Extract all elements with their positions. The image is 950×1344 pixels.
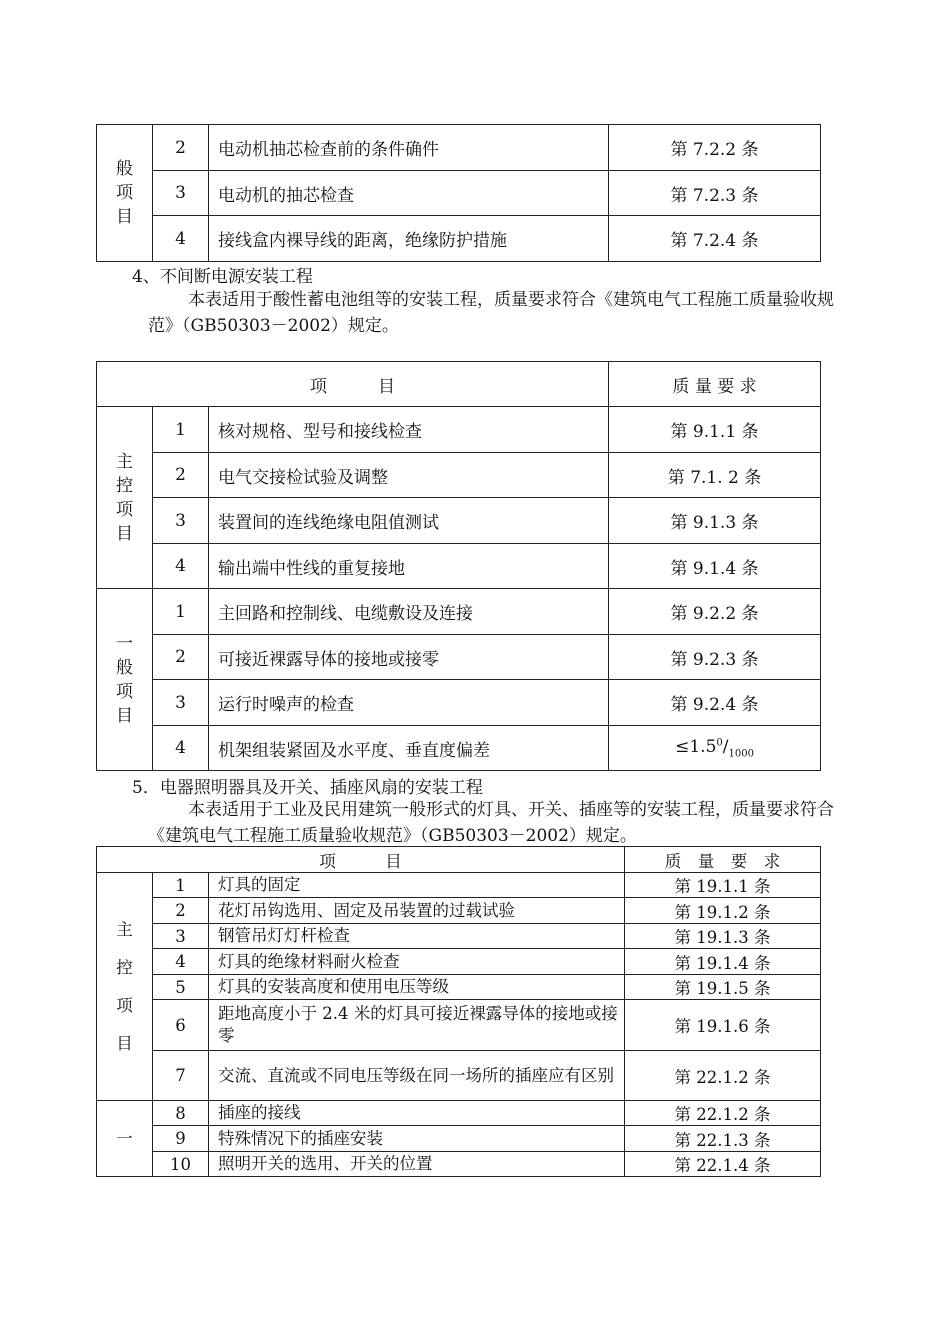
group-char: 目 bbox=[116, 207, 133, 227]
row-item: 接线盒内裸导线的距离，绝缘防护措施 bbox=[209, 216, 609, 262]
section-4-paragraph: 本表适用于酸性蓄电池组等的安装工程，质量要求符合《建筑电气工程施工质量验收规范》（GB50303－2002）规定。 bbox=[148, 290, 834, 336]
table-header-row bbox=[97, 362, 821, 407]
row-item: 可接近裸露导体的接地或接零 bbox=[209, 635, 609, 680]
row-number: 4 bbox=[153, 216, 209, 262]
section-5-paragraph: 本表适用于工业及民用建筑一般形式的灯具、开关、插座等的安装工程，质量要求符合《建筑电气工程施工质量验收规范》（GB50303－2002）规定。 bbox=[148, 800, 834, 846]
table-row bbox=[97, 589, 821, 635]
row-requirement: 第 19.1.5 条 bbox=[625, 975, 821, 1000]
row-item: 交流、直流或不同电压等级在同一场所的插座应有区别 bbox=[209, 1051, 625, 1101]
row-requirement: 第 22.1.2 条 bbox=[625, 1051, 821, 1101]
row-item: 灯具的固定 bbox=[209, 873, 625, 898]
table-lighting-installation bbox=[96, 846, 821, 1177]
row-item: 核对规格、型号和接线检查 bbox=[209, 407, 609, 453]
group-char: 目 bbox=[116, 523, 133, 544]
group-char: 控 bbox=[116, 957, 133, 977]
row-number: 3 bbox=[153, 498, 209, 544]
row-item: 距地高度小于 2.4 米的灯具可接近裸露导体的接地或接零 bbox=[209, 1000, 625, 1051]
table-row bbox=[97, 680, 821, 726]
row-number: 2 bbox=[153, 125, 209, 171]
row-item: 电动机抽芯检查前的条件确件 bbox=[209, 125, 609, 171]
row-requirement: 第 9.2.2 条 bbox=[609, 589, 821, 635]
row-number: 3 bbox=[153, 924, 209, 949]
row-item: 钢管吊灯灯杆检查 bbox=[209, 924, 625, 949]
row-item: 电气交接检试验及调整 bbox=[209, 453, 609, 498]
group-char: 一 bbox=[116, 1128, 133, 1148]
table-row bbox=[97, 407, 821, 453]
table-header-row bbox=[97, 847, 821, 873]
row-requirement: 第 7.2.3 条 bbox=[609, 171, 821, 216]
row-number: 2 bbox=[153, 898, 209, 924]
table-row bbox=[97, 975, 821, 1000]
row-number: 6 bbox=[153, 1000, 209, 1051]
table-row bbox=[97, 1152, 821, 1177]
table-row bbox=[97, 125, 821, 171]
table-row bbox=[97, 635, 821, 680]
tolerance-slash: / bbox=[722, 736, 729, 757]
group-char: 项 bbox=[116, 681, 133, 702]
header-item: 项 目 bbox=[97, 362, 609, 407]
table-row bbox=[97, 726, 821, 771]
group-label-general bbox=[97, 589, 153, 771]
group-char: 目 bbox=[116, 705, 133, 726]
row-requirement: 第 7.1. 2 条 bbox=[609, 453, 821, 498]
table-row bbox=[97, 1000, 821, 1051]
row-requirement: 第 7.2.2 条 bbox=[609, 125, 821, 171]
group-label-general bbox=[97, 125, 153, 262]
tolerance-value: ≤1.5 bbox=[675, 736, 717, 757]
row-requirement: 第 19.1.1 条 bbox=[625, 873, 821, 898]
table-row bbox=[97, 498, 821, 544]
table-motor-general-items bbox=[96, 124, 821, 262]
row-number: 9 bbox=[153, 1126, 209, 1152]
row-item: 花灯吊钩选用、固定及吊装置的过载试验 bbox=[209, 898, 625, 924]
group-label-general bbox=[97, 1101, 153, 1177]
group-char: 项 bbox=[116, 499, 133, 520]
row-requirement: 第 9.1.1 条 bbox=[609, 407, 821, 453]
group-char: 控 bbox=[116, 475, 133, 496]
row-item: 插座的接线 bbox=[209, 1101, 625, 1126]
row-item: 照明开关的选用、开关的位置 bbox=[209, 1152, 625, 1177]
row-item: 机架组装紧固及水平度、垂直度偏差 bbox=[209, 726, 609, 771]
table-row bbox=[97, 898, 821, 924]
group-char: 一 bbox=[116, 633, 133, 654]
table-row bbox=[97, 216, 821, 262]
table-ups-installation bbox=[96, 361, 821, 771]
table-row bbox=[97, 171, 821, 216]
row-number: 7 bbox=[153, 1051, 209, 1101]
row-number: 2 bbox=[153, 453, 209, 498]
table-row bbox=[97, 1101, 821, 1126]
row-number: 4 bbox=[153, 544, 209, 589]
row-item: 运行时噪声的检查 bbox=[209, 680, 609, 726]
table-row bbox=[97, 924, 821, 949]
row-item: 电动机的抽芯检查 bbox=[209, 171, 609, 216]
table-row bbox=[97, 544, 821, 589]
row-requirement: 第 19.1.2 条 bbox=[625, 898, 821, 924]
group-char: 主 bbox=[116, 451, 133, 472]
group-char: 般 bbox=[116, 159, 133, 179]
row-requirement: 第 7.2.4 条 bbox=[609, 216, 821, 262]
row-number: 1 bbox=[153, 589, 209, 635]
row-requirement-tolerance bbox=[609, 726, 821, 771]
row-requirement: 第 9.1.3 条 bbox=[609, 498, 821, 544]
header-requirement: 质 量 要 求 bbox=[609, 362, 821, 407]
row-item: 装置间的连线绝缘电阻值测试 bbox=[209, 498, 609, 544]
row-number: 4 bbox=[153, 949, 209, 975]
group-label-main-control bbox=[97, 407, 153, 589]
table-row bbox=[97, 949, 821, 975]
row-requirement: 第 22.1.4 条 bbox=[625, 1152, 821, 1177]
group-char: 主 bbox=[116, 919, 133, 939]
group-char: 项 bbox=[116, 183, 133, 203]
table-row bbox=[97, 453, 821, 498]
row-number: 2 bbox=[153, 635, 209, 680]
group-char: 项 bbox=[116, 995, 133, 1015]
row-item: 灯具的绝缘材料耐火检查 bbox=[209, 949, 625, 975]
row-number: 1 bbox=[153, 873, 209, 898]
row-requirement: 第 19.1.6 条 bbox=[625, 1000, 821, 1051]
section-4-heading: 4、不间断电源安装工程 bbox=[132, 267, 313, 287]
row-requirement: 第 9.1.4 条 bbox=[609, 544, 821, 589]
group-char: 目 bbox=[116, 1033, 133, 1053]
row-number: 3 bbox=[153, 680, 209, 726]
row-number: 5 bbox=[153, 975, 209, 1000]
row-requirement: 第 19.1.4 条 bbox=[625, 949, 821, 975]
row-requirement: 第 9.2.3 条 bbox=[609, 635, 821, 680]
row-item: 特殊情况下的插座安装 bbox=[209, 1126, 625, 1152]
row-number: 3 bbox=[153, 171, 209, 216]
row-item: 输出端中性线的重复接地 bbox=[209, 544, 609, 589]
row-number: 8 bbox=[153, 1101, 209, 1126]
tolerance-superscript: 0 bbox=[716, 737, 723, 749]
row-number: 4 bbox=[153, 726, 209, 771]
group-char: 般 bbox=[116, 657, 133, 678]
row-requirement: 第 9.2.4 条 bbox=[609, 680, 821, 726]
row-item: 主回路和控制线、电缆敷设及连接 bbox=[209, 589, 609, 635]
header-requirement: 质 量 要 求 bbox=[625, 847, 821, 873]
row-requirement: 第 22.1.3 条 bbox=[625, 1126, 821, 1152]
row-requirement: 第 19.1.3 条 bbox=[625, 924, 821, 949]
table-row bbox=[97, 1051, 821, 1101]
row-item: 灯具的安装高度和使用电压等级 bbox=[209, 975, 625, 1000]
table-row bbox=[97, 1126, 821, 1152]
group-label-main-control bbox=[97, 873, 153, 1101]
table-row bbox=[97, 873, 821, 898]
header-item: 项 目 bbox=[97, 847, 625, 873]
row-number: 1 bbox=[153, 407, 209, 453]
tolerance-subscript: 1000 bbox=[728, 748, 754, 760]
row-number: 10 bbox=[153, 1152, 209, 1177]
section-5-heading: 5．电器照明器具及开关、插座风扇的安装工程 bbox=[132, 778, 483, 798]
row-requirement: 第 22.1.2 条 bbox=[625, 1101, 821, 1126]
